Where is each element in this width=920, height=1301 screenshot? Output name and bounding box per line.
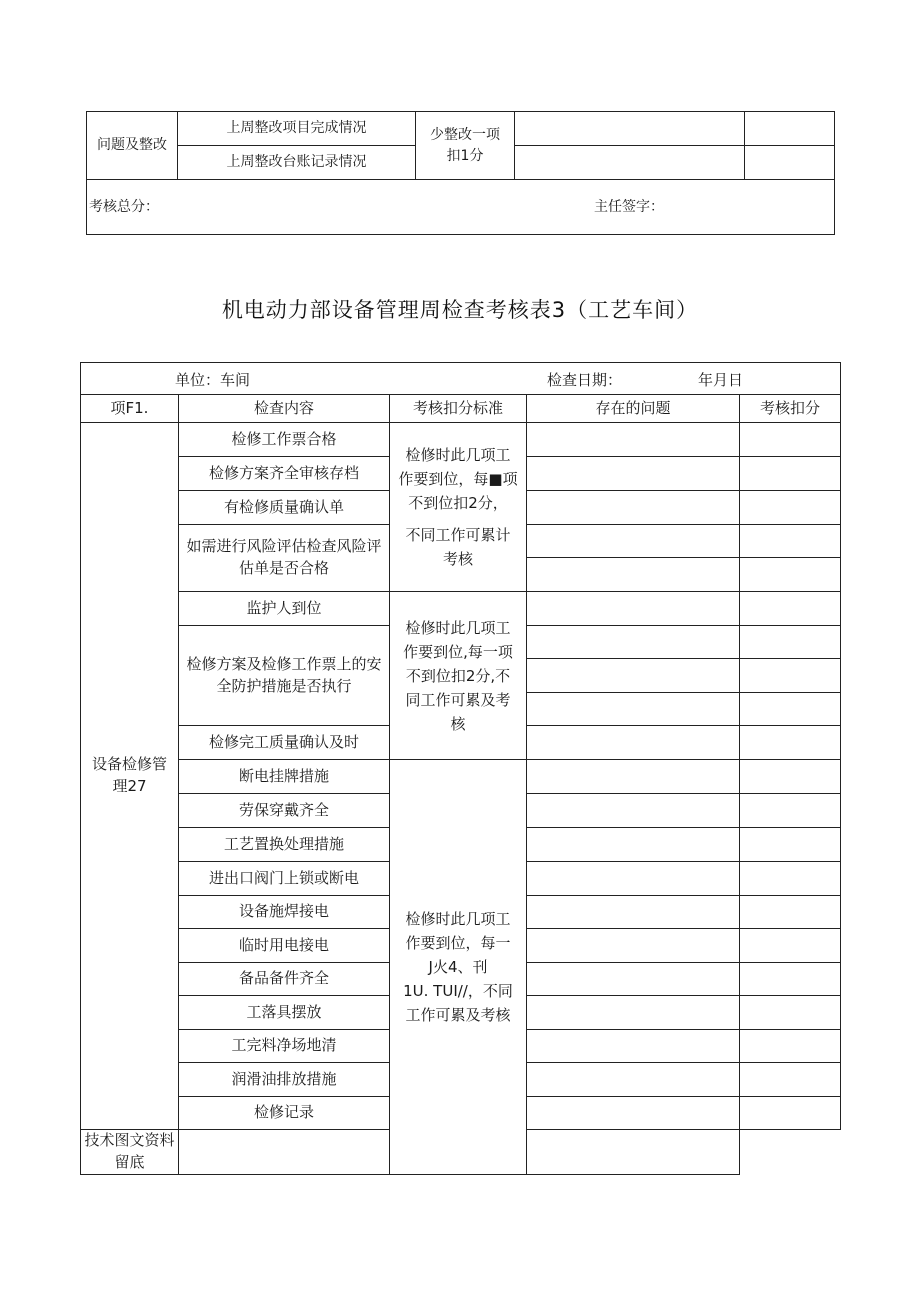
rectification-standard: 少整改一项 扣1分 bbox=[416, 112, 515, 180]
problem-cell[interactable] bbox=[527, 1030, 740, 1063]
deduction-cell[interactable] bbox=[740, 1097, 841, 1130]
problem-cell[interactable] bbox=[527, 996, 740, 1030]
total-signature-row bbox=[87, 180, 835, 235]
page-title: 机电动力部设备管理周检查考核表3（工艺车间） bbox=[221, 298, 699, 322]
deduction-cell[interactable] bbox=[740, 423, 841, 457]
problem-cell[interactable] bbox=[527, 862, 740, 896]
check-date-label: 检查日期： bbox=[547, 371, 623, 389]
deduction-cell[interactable] bbox=[740, 996, 841, 1030]
deduction-cell[interactable] bbox=[527, 1130, 740, 1175]
deduction-cell[interactable] bbox=[740, 491, 841, 525]
problem-cell[interactable] bbox=[515, 146, 745, 180]
deduction-cell[interactable] bbox=[740, 1030, 841, 1063]
problem-cell[interactable] bbox=[527, 794, 740, 828]
check-item: 检修工作票合格 bbox=[179, 423, 390, 457]
check-item: 监护人到位 bbox=[179, 592, 390, 626]
problem-cell[interactable] bbox=[527, 726, 740, 760]
rectification-item: 上周整改项目完成情况 bbox=[178, 112, 416, 146]
check-item: 检修完工质量确认及时 bbox=[179, 726, 390, 760]
problem-cell[interactable] bbox=[527, 963, 740, 996]
header-item: 项F1. bbox=[81, 395, 179, 423]
deduction-cell[interactable] bbox=[740, 693, 841, 726]
check-item: 如需进行风险评估检查风险评估单是否合格 bbox=[179, 525, 390, 592]
check-item: 检修方案及检修工作票上的安全防护措施是否执行 bbox=[179, 626, 390, 726]
date-suffix: 年月日 bbox=[698, 371, 744, 389]
check-item: 有检修质量确认单 bbox=[179, 491, 390, 525]
deduction-cell[interactable] bbox=[740, 828, 841, 862]
deduction-cell[interactable] bbox=[740, 963, 841, 996]
category-cell: 设备检修管 理27 bbox=[81, 423, 179, 1130]
rectification-table bbox=[86, 111, 835, 235]
problem-cell[interactable] bbox=[515, 112, 745, 146]
deduction-cell[interactable] bbox=[740, 626, 841, 659]
problem-cell[interactable] bbox=[527, 1097, 740, 1130]
problem-cell[interactable] bbox=[527, 592, 740, 626]
check-item: 工落具摆放 bbox=[179, 996, 390, 1030]
deduction-cell[interactable] bbox=[740, 929, 841, 963]
check-item: 检修记录 bbox=[179, 1097, 390, 1130]
check-item: 临时用电接电 bbox=[179, 929, 390, 963]
unit-label: 单位：车间 bbox=[175, 371, 251, 389]
deduction-cell[interactable] bbox=[740, 457, 841, 491]
problem-cell[interactable] bbox=[527, 626, 740, 659]
deduction-cell[interactable] bbox=[740, 760, 841, 794]
deduction-standard: 检修时此几项工 作要到位，每一 J火4、刊 1U. TUI//，不同 工作可累及考核 bbox=[390, 760, 527, 1175]
deduction-cell[interactable] bbox=[745, 112, 835, 146]
problem-cell[interactable] bbox=[527, 457, 740, 491]
problem-cell[interactable] bbox=[527, 828, 740, 862]
header-content: 检查内容 bbox=[179, 395, 390, 423]
deduction-cell[interactable] bbox=[740, 558, 841, 592]
total-score-label: 考核总分： bbox=[89, 198, 159, 215]
deduction-cell[interactable] bbox=[740, 862, 841, 896]
problem-cell[interactable] bbox=[527, 423, 740, 457]
problem-cell[interactable] bbox=[527, 896, 740, 929]
check-item: 工完料净场地清 bbox=[179, 1030, 390, 1063]
deduction-cell[interactable] bbox=[740, 794, 841, 828]
problem-cell[interactable] bbox=[527, 491, 740, 525]
deduction-cell[interactable] bbox=[740, 525, 841, 558]
problem-cell[interactable] bbox=[527, 760, 740, 794]
rectification-row-label: 问题及整改 bbox=[87, 112, 178, 180]
deduction-cell[interactable] bbox=[740, 1063, 841, 1097]
header-deduction: 考核扣分 bbox=[740, 395, 841, 423]
check-item: 劳保穿戴齐全 bbox=[179, 794, 390, 828]
deduction-cell[interactable] bbox=[740, 726, 841, 760]
header-standard: 考核扣分标准 bbox=[390, 395, 527, 423]
problem-cell[interactable] bbox=[527, 929, 740, 963]
problem-cell[interactable] bbox=[527, 1063, 740, 1097]
check-item: 润滑油排放措施 bbox=[179, 1063, 390, 1097]
deduction-cell[interactable] bbox=[745, 146, 835, 180]
problem-cell[interactable] bbox=[179, 1130, 390, 1175]
deduction-cell[interactable] bbox=[740, 896, 841, 929]
signature-label: 主任签字： bbox=[594, 198, 664, 215]
deduction-standard: 检修时此几项工 作要到位,每一项 不到位扣2分,不 同工作可累及考 核 bbox=[390, 592, 527, 760]
inspection-table bbox=[80, 362, 841, 1175]
check-item: 检修方案齐全审核存档 bbox=[179, 457, 390, 491]
check-item: 技术图文资料留底 bbox=[81, 1130, 179, 1175]
header-problems: 存在的问题 bbox=[527, 395, 740, 423]
deduction-cell[interactable] bbox=[740, 592, 841, 626]
problem-cell[interactable] bbox=[527, 525, 740, 558]
check-item: 进出口阀门上锁或断电 bbox=[179, 862, 390, 896]
check-item: 备品备件齐全 bbox=[179, 963, 390, 996]
deduction-standard: 检修时此几项工 作要到位，每■项 不到位扣2分， 不同工作可累计 考核 bbox=[390, 423, 527, 592]
check-item: 设备施焊接电 bbox=[179, 896, 390, 929]
check-item: 工艺置换处理措施 bbox=[179, 828, 390, 862]
rectification-item: 上周整改台账记录情况 bbox=[178, 146, 416, 180]
problem-cell[interactable] bbox=[527, 693, 740, 726]
deduction-cell[interactable] bbox=[740, 659, 841, 693]
problem-cell[interactable] bbox=[527, 659, 740, 693]
unit-date-row bbox=[81, 363, 841, 395]
check-item: 断电挂牌措施 bbox=[179, 760, 390, 794]
problem-cell[interactable] bbox=[527, 558, 740, 592]
